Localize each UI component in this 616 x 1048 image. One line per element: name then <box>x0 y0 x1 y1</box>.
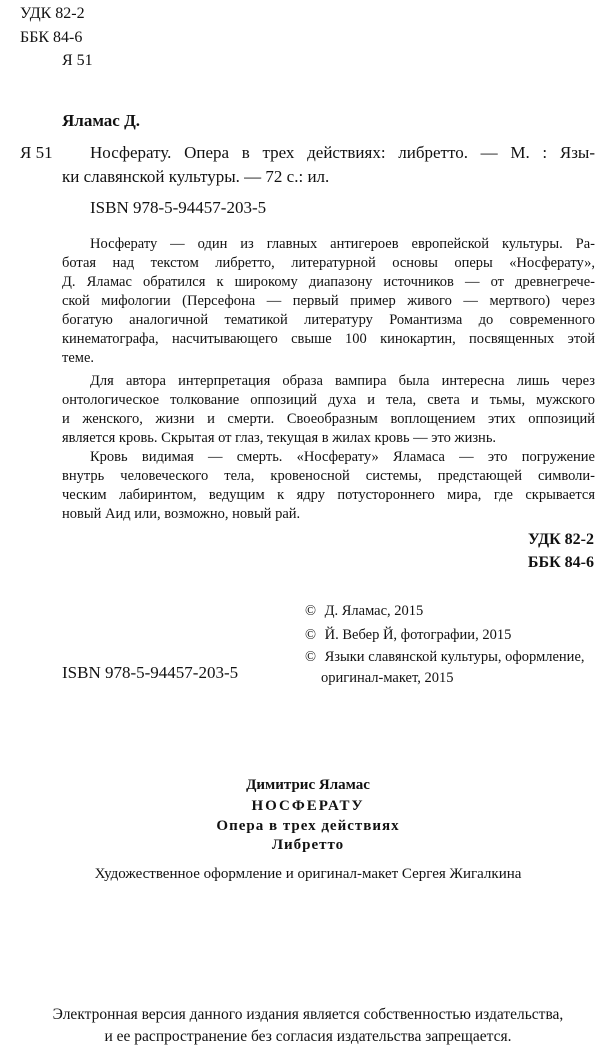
entry-mark: Я 51 <box>20 143 53 162</box>
copyright-line-4: оригинал-макет, 2015 <box>321 670 454 686</box>
udk-code-top: УДК 82-2 <box>20 5 85 22</box>
colophon-author: Димитрис Яламас <box>246 777 370 793</box>
copyright-line-2: Й. Вебер Й, фотографии, 2015 <box>324 627 512 643</box>
annotation-line: внутрь человеческого тела, кровеносной системы, предстающей символи- <box>62 468 595 484</box>
copyright-symbol: © <box>305 649 317 665</box>
annotation-paragraph-2 <box>62 372 595 448</box>
annotation-line: богатую аналогичной тематикой литературу Романтизма до современного <box>62 312 595 328</box>
colophon-design-credit: Художественное оформление и оригинал-макет Сергея Жигалкина <box>94 866 522 882</box>
entry-line-1: Носферату. Опера в трех действиях: либретто. — М. : Язы- <box>90 143 595 162</box>
colophon-subtitle: Опера в трех действиях <box>216 818 400 834</box>
entry-isbn: ISBN 978-5-94457-203-5 <box>90 198 267 217</box>
colophon-title: НОСФЕРАТУ <box>251 798 365 814</box>
annotation-line: ботая над текстом либретто, литературной основы оперы «Носферату», <box>62 255 595 271</box>
bbk-code-bottom: ББК 84-6 <box>527 554 594 571</box>
entry-line-2: ки славянской культуры. — 72 с.: ил. <box>62 167 330 186</box>
annotation-line: кинематографа, насчитывающего свыше 100 кинокартин, посвященных этой <box>62 331 595 347</box>
annotation-line: ской мифологии (Персефона — первый пример живого — мертвого) через <box>62 293 595 309</box>
footer-line-2: и ее распространение без согласия издательства запрещается. <box>104 1028 512 1045</box>
annotation-line: Носферату — один из главных антигероев европейской культуры. Ра- <box>90 236 595 252</box>
annotation-paragraph-3 <box>62 448 595 524</box>
annotation-line: и женского, жизни и смерти. Своеобразным воплощением этих оппозиций <box>62 411 595 427</box>
annotation-line: новый Аид или, возможно, новый рай. <box>62 506 301 522</box>
copyright-line-1: Д. Яламас, 2015 <box>324 603 424 619</box>
copyright-symbol: © <box>305 603 317 619</box>
entry-author: Яламас Д. <box>62 111 141 130</box>
copyright-symbol: © <box>305 627 317 643</box>
isbn-bottom: ISBN 978-5-94457-203-5 <box>62 663 239 682</box>
annotation-line: Кровь видимая — смерть. «Носферату» Яламаса — это погружение <box>90 449 595 465</box>
annotation-line: Для автора интерпретация образа вампира была интересна лишь через <box>90 373 595 389</box>
copyright-block <box>305 601 585 689</box>
annotation-line: Д. Яламас обратился к широкому диапазону источников — от древнегрече- <box>62 274 595 290</box>
footer-line-1: Электронная версия данного издания является собственностью издательства, <box>52 1006 564 1023</box>
colophon-genre: Либретто <box>271 837 345 853</box>
annotation-line: ческим лабиринтом, ведущим к ядру потустороннего мира, где скрывается <box>62 487 595 503</box>
udk-code-bottom: УДК 82-2 <box>527 531 594 548</box>
annotation-line: онтологическое толкование оппозиций духа и тела, света и тьмы, мужского <box>62 392 595 408</box>
annotation-paragraph-1 <box>62 235 595 368</box>
author-mark-top: Я 51 <box>62 52 93 69</box>
annotation-line: является кровь. Скрытая от глаз, текущая в жилах кровь — это жизнь. <box>62 430 497 446</box>
annotation <box>62 235 595 524</box>
bbk-code-top: ББК 84-6 <box>20 29 83 46</box>
annotation-line: теме. <box>62 350 95 366</box>
copyright-line-3: Языки славянской культуры, оформление, <box>324 649 585 665</box>
